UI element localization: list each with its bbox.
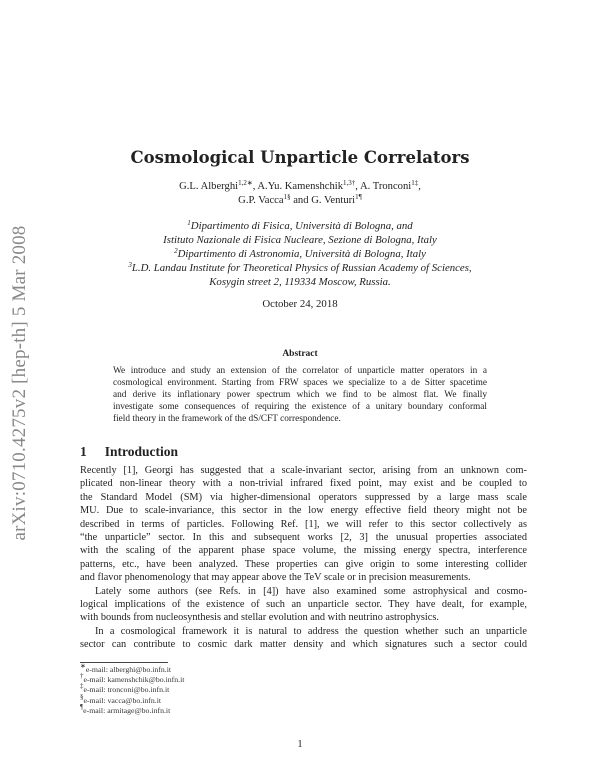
body-line: patterns, etc., have been analyzed. These properties can give origin to some interesting collider bbox=[80, 558, 527, 570]
author-mark: 1,3† bbox=[343, 179, 356, 187]
footnote-mark: ¶ bbox=[80, 702, 84, 711]
footnote-mark: ‡ bbox=[80, 682, 84, 691]
author: G.L. Alberghi bbox=[179, 181, 239, 192]
abstract-heading: Abstract bbox=[282, 349, 318, 359]
body-line: logical implications of the existence of such an unparticle sector. They have dealt, for example, bbox=[80, 599, 527, 610]
author-line-2 bbox=[0, 195, 600, 206]
body-line: Lately some authors (see Refs. in [4]) have also examined some astrophysical and cosmo- bbox=[95, 585, 527, 597]
body-line: with bounds from nucleosynthesis and stellar evolution and with neutrino astrophysics. bbox=[80, 612, 439, 624]
body-line: plicated non-linear theory with a non-trivial infrared fixed point, may exist and be coupled to bbox=[80, 478, 527, 490]
aff-text: Istituto Nazionale di Fisica Nucleare, Sezione di Bologna, Italy bbox=[163, 234, 437, 246]
footnote-text: e-mail: tronconi@bo.infn.it bbox=[83, 685, 170, 695]
aff-text: Dipartimento di Fisica, Università di Bologna, and bbox=[190, 220, 413, 232]
aff-mark: 1 bbox=[187, 219, 191, 227]
section-number: 1 bbox=[80, 444, 87, 459]
footnote-text: e-mail: alberghi@bo.infn.it bbox=[85, 665, 172, 674]
abstract-line: We introduce and study an extension of the correlator of unparticle matter operators in a bbox=[113, 366, 487, 376]
footnote bbox=[80, 682, 170, 695]
aff-text: Kosygin street 2, 119334 Moscow, Russia. bbox=[209, 276, 391, 288]
page-number: 1 bbox=[297, 739, 303, 750]
author-mark: 1§ bbox=[283, 193, 291, 201]
body-line: sector can contribute to cosmic dark matter density and which signatures such a sector could bbox=[80, 639, 527, 651]
author-line-1: G.L. Alberghi$^{1,2∗}$, A.Yu. Kamenshchik$^{1,3\dagger}$, A. Tronconi$^{1\ddagger}$, bbox=[179, 179, 421, 192]
body-line: Recently [1], Georgi has suggested that a scale-invariant sector, arising from an unknown com- bbox=[80, 465, 527, 476]
footnote bbox=[80, 692, 162, 705]
section-title: Introduction bbox=[104, 444, 179, 459]
affiliation bbox=[0, 234, 600, 246]
affiliation bbox=[0, 220, 600, 232]
aff-mark: 2 bbox=[174, 247, 178, 255]
author: G. Venturi bbox=[311, 195, 356, 206]
abstract-line: investigate some consequences of requiring the existence of a unitary boundary conformal bbox=[113, 402, 487, 412]
author: A.Yu. Kamenshchik bbox=[257, 181, 344, 192]
body-line: with the scaling of the apparent phase space volume, the missing energy spectra, interference bbox=[80, 545, 527, 557]
body-line: the Standard Model (SM) via higher-dimensional operators suppressed by a large mass scale bbox=[80, 491, 527, 503]
abstract-line: and derive its inflationary power spectrum which we find to be almost flat. We finally bbox=[113, 390, 487, 400]
footnote-mark: ∗ bbox=[80, 662, 86, 670]
body-line: In a cosmological framework it is natural to address the question whether such an unparticle bbox=[95, 625, 527, 637]
footnote-text: e-mail: vacca@bo.infn.it bbox=[83, 695, 162, 705]
author: A. Tronconi bbox=[360, 181, 412, 192]
footnote bbox=[80, 702, 171, 715]
author: G.P. Vacca bbox=[238, 195, 284, 206]
footnote-mark: § bbox=[80, 692, 84, 701]
author-mark: 1‡ bbox=[411, 179, 419, 187]
footnote bbox=[80, 662, 172, 674]
paper-date: October 24, 2018 bbox=[262, 298, 338, 310]
abstract-line: field theory in the framework of the dS/CFT correspondence. bbox=[113, 414, 341, 424]
footnote-text: e-mail: kamenshchik@bo.infn.it bbox=[83, 675, 185, 685]
affiliation bbox=[0, 248, 600, 260]
aff-mark: 3 bbox=[128, 261, 132, 269]
aff-text: L.D. Landau Institute for Theoretical Physics of Russian Academy of Sciences, bbox=[131, 262, 472, 274]
author-mark: 1¶ bbox=[355, 193, 362, 201]
aff-text: Dipartimento di Astronomia, Università di Bologna, Italy bbox=[177, 248, 426, 260]
affiliation bbox=[0, 262, 600, 274]
body-line: MU. Due to scale-invariance, this sector in the low energy effective field theory might not be bbox=[80, 505, 527, 517]
footnote-text: e-mail: armitage@bo.infn.it bbox=[83, 705, 171, 715]
footnote bbox=[80, 672, 185, 685]
and-text: and bbox=[293, 195, 309, 206]
paper-title: Cosmological Unparticle Correlators bbox=[130, 148, 470, 167]
body-line: “the unparticle” sector. In this and subsequent works [2, 3] the unusual properties associated bbox=[80, 532, 527, 543]
body-line: described in terms of particles. Following Ref. [1], we will refer to this sector collectively as bbox=[80, 518, 527, 530]
abstract-line: cosmological environment. Starting from FRW spaces we specialize to a de Sitter spacetime bbox=[113, 378, 487, 388]
footnote-rule bbox=[80, 662, 168, 663]
author-mark: 1,2∗ bbox=[238, 179, 253, 187]
affiliation bbox=[0, 276, 600, 288]
footnote-mark: † bbox=[80, 672, 84, 681]
section-heading bbox=[80, 444, 196, 460]
arxiv-stamp: arXiv:0710.4275v2 [hep-th] 5 Mar 2008 bbox=[9, 225, 30, 541]
body-line: and flavor phenomenology that may appear above the TeV scale or in precision measurements. bbox=[80, 572, 471, 584]
